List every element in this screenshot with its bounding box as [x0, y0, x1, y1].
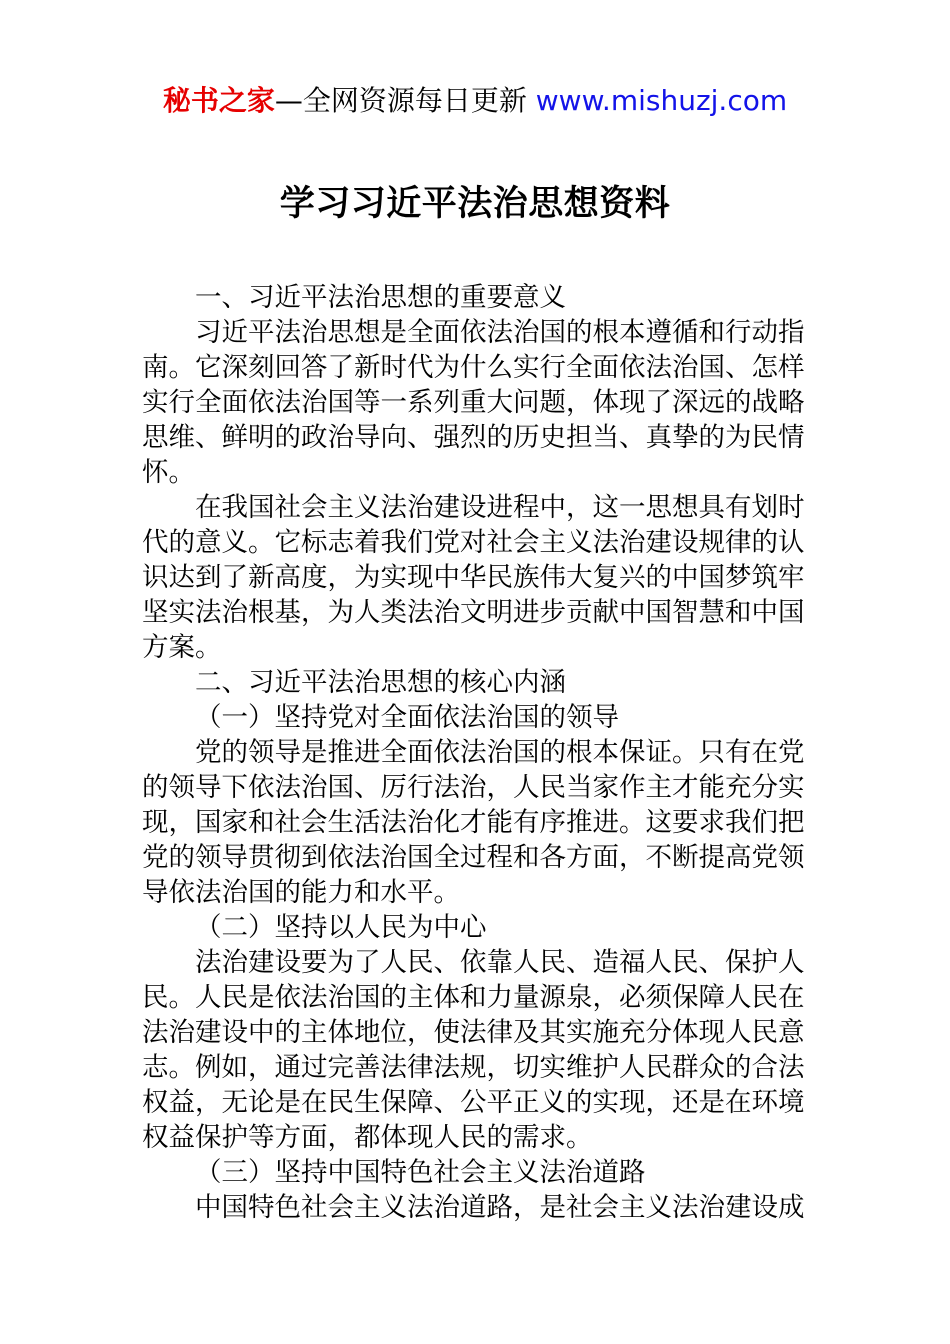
site-url-link[interactable]: www.mishuzj.com [535, 84, 788, 117]
body-line: 南。它深刻回答了新时代为什么实行全面依法治国、怎样 [142, 352, 805, 383]
body-line: （二）坚持以人民为中心 [195, 912, 487, 943]
body-line: 导依法治国的能力和水平。 [142, 877, 460, 908]
body-line: 法治建设要为了人民、依靠人民、造福人民、保护人 [195, 947, 805, 978]
body-line: 民。人民是依法治国的主体和力量源泉，必须保障人民在 [142, 982, 805, 1013]
body-line: 权益保护等方面，都体现人民的需求。 [142, 1122, 593, 1153]
body-line: 党的领导贯彻到依法治国全过程和各方面，不断提高党领 [142, 842, 805, 873]
body-line: （一）坚持党对全面依法治国的领导 [195, 702, 619, 733]
page-title: 学习习近平法治思想资料 [279, 184, 671, 224]
body-line: 志。例如，通过完善法律法规，切实维护人民群众的合法 [142, 1052, 805, 1083]
body-line: 思维、鲜明的政治导向、强烈的历史担当、真挚的为民情 [142, 422, 805, 453]
body-line: 坚实法治根基，为人类法治文明进步贡献中国智慧和中国 [142, 597, 805, 628]
body-line: 方案。 [142, 632, 222, 663]
body-line: 怀。 [142, 457, 195, 488]
body-line: 实行全面依法治国等一系列重大问题，体现了深远的战略 [142, 387, 805, 418]
body-line: 党的领导是推进全面依法治国的根本保证。只有在党 [195, 737, 805, 768]
body-line: 一、习近平法治思想的重要意义 [195, 282, 566, 313]
body-line: 权益，无论是在民生保障、公平正义的实现，还是在环境 [142, 1087, 805, 1118]
document-body [142, 280, 808, 1225]
body-line: 中国特色社会主义法治道路，是社会主义法治建设成 [195, 1192, 805, 1223]
body-line: 的领导下依法治国、厉行法治，人民当家作主才能充分实 [142, 772, 805, 803]
body-line: 二、习近平法治思想的核心内涵 [195, 667, 566, 698]
body-line: 代的意义。它标志着我们党对社会主义法治建设规律的认 [142, 527, 805, 558]
body-line: 在我国社会主义法治建设进程中，这一思想具有划时 [195, 492, 805, 523]
site-tagline: —全网资源每日更新 [274, 84, 536, 117]
body-line: 现，国家和社会生活法治化才能有序推进。这要求我们把 [142, 807, 805, 838]
body-line: （三）坚持中国特色社会主义法治道路 [195, 1157, 646, 1188]
body-line: 识达到了新高度，为实现中华民族伟大复兴的中国梦筑牢 [142, 562, 805, 593]
site-watermark-header [0, 84, 950, 118]
site-brand-name: 秘书之家 [162, 84, 275, 117]
body-line: 习近平法治思想是全面依法治国的根本遵循和行动指 [195, 317, 805, 348]
body-line: 法治建设中的主体地位，使法律及其实施充分体现人民意 [142, 1017, 805, 1048]
